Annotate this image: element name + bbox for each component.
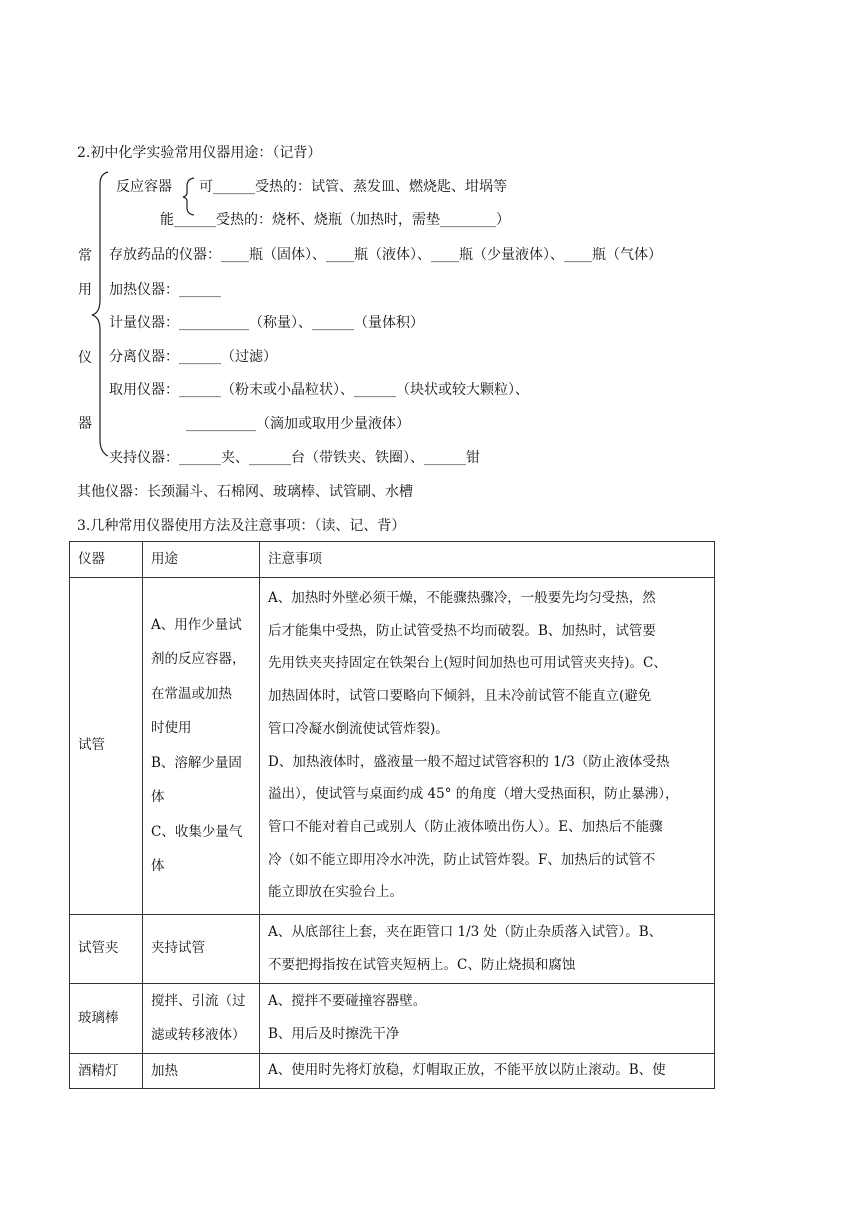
use-line: 滤或转移液体）	[151, 1027, 246, 1043]
vertical-label-char-1: 常	[78, 248, 92, 264]
instrument-cell: 试管夹	[70, 914, 143, 983]
vertical-label-char-4: 器	[78, 416, 92, 432]
reaction-container-label: 反应容器	[116, 179, 172, 195]
note-line: 先用铁夹夹持固定在铁架台上(短时间加热也可用试管夹夹持)。C、	[268, 655, 667, 672]
reaction-line-1: 可______受热的：试管、蒸发皿、燃烧匙、坩埚等	[199, 179, 507, 195]
section-2-heading: 2.初中化学实验常用仪器用途：（记背）	[77, 145, 322, 161]
use-line: 体	[151, 858, 165, 874]
instrument-table	[69, 541, 715, 1089]
use-line: B、溶解少量固	[151, 754, 242, 771]
table-header-row	[70, 542, 715, 578]
vertical-label-char-2: 用	[78, 282, 92, 298]
note-line: A、加热时外壁必须干燥，不能骤热骤冷，一般要先均匀受热，然	[268, 589, 656, 606]
note-line: A、使用时先将灯放稳，灯帽取正放，不能平放以防止滚动。B、使	[268, 1062, 666, 1079]
heating-instruments: 加热仪器：______	[109, 282, 221, 298]
table-row	[70, 577, 715, 914]
header-instrument: 仪器	[70, 542, 143, 578]
header-notes: 注意事项	[260, 542, 715, 578]
taking-instruments-line-1: 取用仪器：______（粉末或小晶粒状）、______（块状或较大颗粒）、	[109, 382, 529, 398]
use-cell	[143, 577, 260, 914]
taking-instruments-line-2: __________（滴加或取用少量液体）	[186, 416, 410, 432]
measuring-instruments: 计量仪器：__________（称量）、______（量体积）	[109, 315, 424, 331]
note-line: 管口冷凝水倒流使试管炸裂)。	[268, 720, 449, 737]
table-row	[70, 983, 715, 1053]
note-line: B、用后及时擦洗干净	[268, 1026, 400, 1042]
note-line: 加热固体时，试管口要略向下倾斜，且未冷前试管不能直立(避免	[268, 688, 652, 705]
storage-instruments: 存放药品的仪器：____瓶（固体）、____瓶（液体）、____瓶（少量液体）、____瓶（气体）	[109, 247, 662, 263]
use-line: 搅拌、引流（过	[151, 992, 246, 1009]
use-line: 加热	[151, 1062, 178, 1079]
note-line: 管口不能对着自己或别人（防止液体喷出伤人）。E、加热后不能骤	[268, 818, 663, 835]
header-use: 用途	[143, 542, 260, 578]
vertical-label-char-3: 仪	[78, 350, 92, 366]
section-3-heading: 3.几种常用仪器使用方法及注意事项：（读、记、背）	[77, 518, 406, 534]
other-instruments: 其他仪器：长颈漏斗、石棉网、玻璃棒、试管刷、水槽	[77, 484, 413, 500]
use-line: C、收集少量气	[151, 823, 243, 840]
note-line: A、从底部往上套，夹在距管口 1/3 处（防止杂质落入试管）。B、	[268, 923, 663, 940]
instrument-cell: 试管	[70, 577, 143, 914]
large-brace	[92, 172, 108, 456]
use-line: 时使用	[151, 720, 192, 736]
use-line: 剂的反应容器，	[151, 651, 246, 667]
note-line: 溢出），使试管与桌面约成 45° 的角度（增大受热面积，防止暴沸），	[268, 786, 679, 803]
table-row	[70, 1053, 715, 1089]
use-line: 体	[151, 789, 165, 805]
instrument-cell: 酒精灯	[70, 1053, 143, 1089]
clamping-instruments: 夹持仪器：______夹、______台（带铁夹、铁圈）、______钳	[109, 450, 480, 466]
reaction-line-2: 能______受热的：烧杯、烧瓶（加热时，需垫________）	[160, 212, 510, 228]
use-line: 夹持试管	[151, 940, 205, 957]
notes-cell	[260, 983, 715, 1053]
use-line: 在常温或加热	[151, 685, 232, 702]
notes-cell	[260, 1053, 715, 1089]
note-line: 冷（如不能立即用冷水冲洗，防止试管炸裂。F、加热后的试管不	[268, 851, 656, 868]
table-row	[70, 914, 715, 983]
note-line: 后才能集中受热，防止试管受热不均而破裂。B、加热时，试管要	[268, 622, 656, 639]
note-line: A、搅拌不要碰撞容器壁。	[268, 993, 427, 1010]
note-line: 能立即放在实验台上。	[268, 884, 403, 901]
note-line: D、加热液体时，盛液量一般不超过试管容积的 1/3（防止液体受热	[268, 753, 670, 770]
use-cell	[143, 983, 260, 1053]
separation-instruments: 分离仪器：______（过滤）	[109, 349, 277, 365]
note-line: 不要把拇指按在试管夹短柄上。C、防止烧损和腐蚀	[268, 956, 576, 973]
instrument-cell: 玻璃棒	[70, 983, 143, 1053]
notes-cell	[260, 577, 715, 914]
use-line: A、用作少量试	[151, 616, 242, 633]
use-cell	[143, 1053, 260, 1089]
use-cell	[143, 914, 260, 983]
notes-cell	[260, 914, 715, 983]
